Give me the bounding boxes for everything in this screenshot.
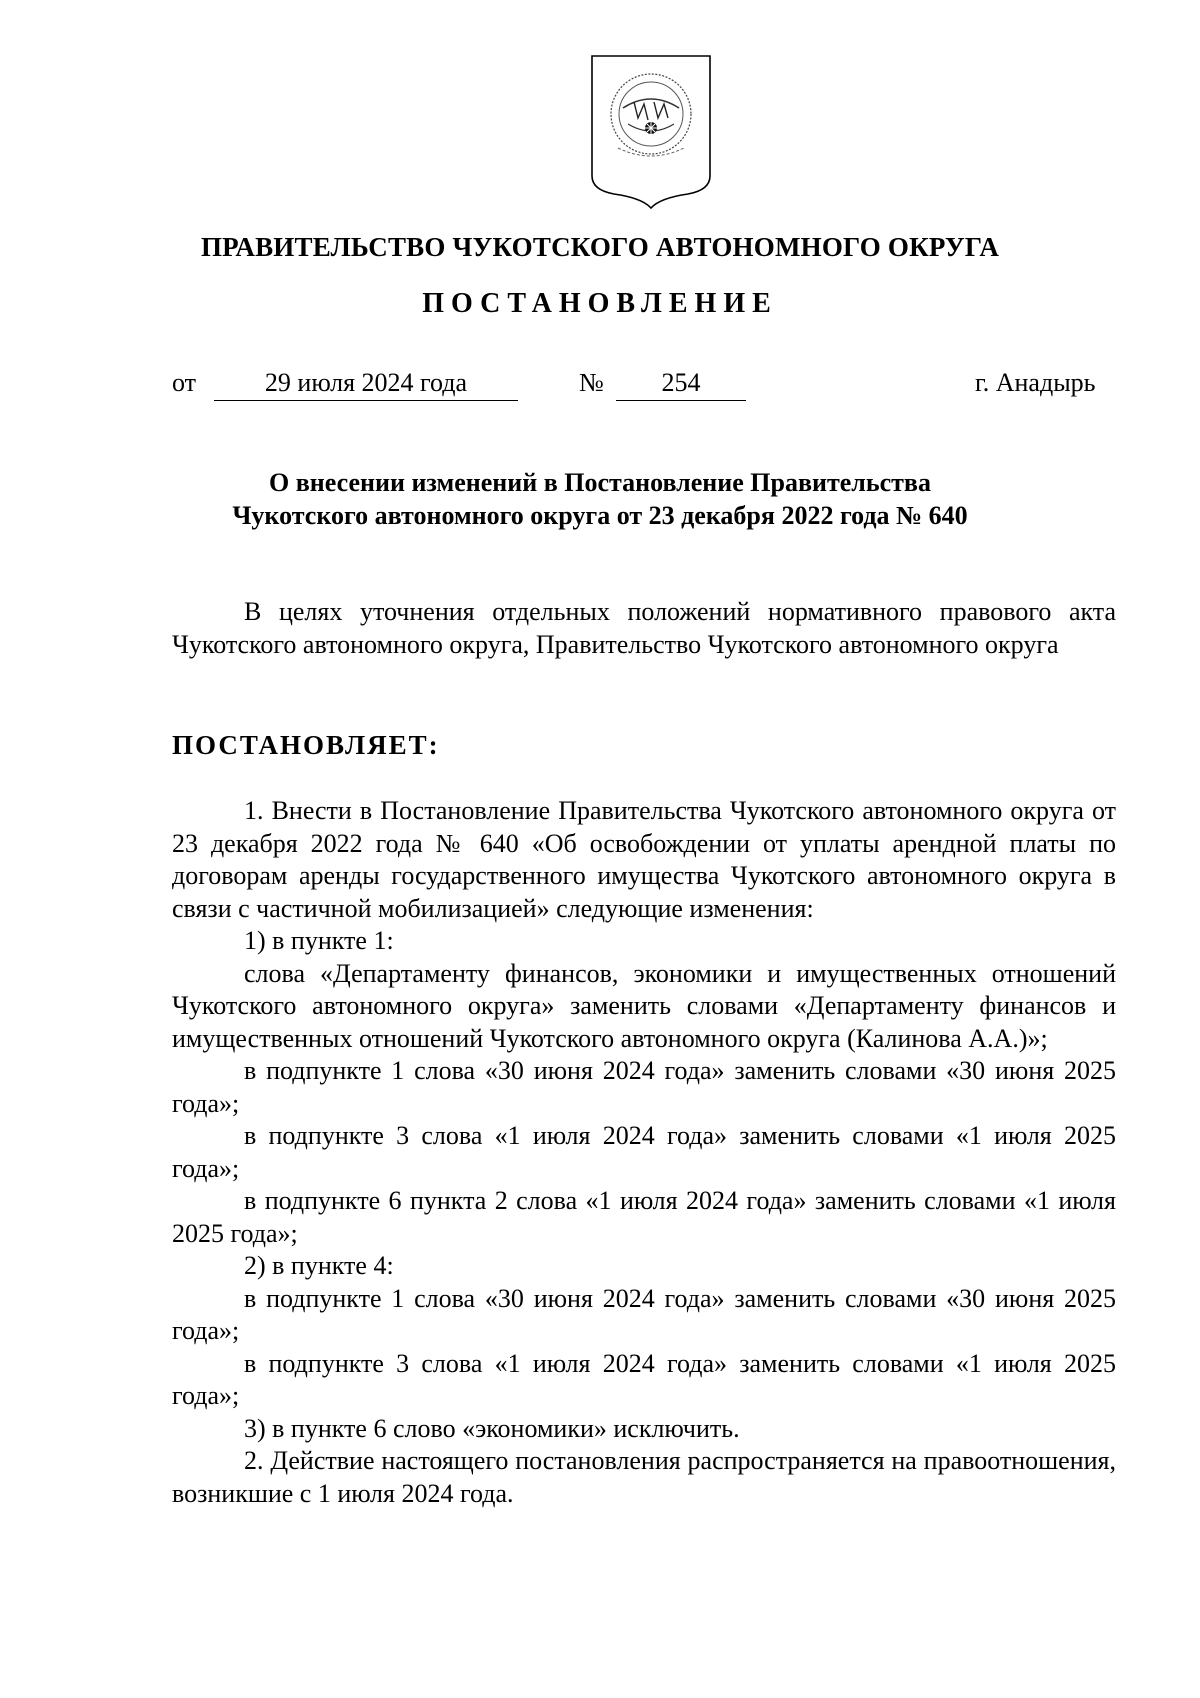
- document-date: 29 июля 2024 года: [214, 368, 518, 401]
- document-number: 254: [616, 368, 746, 401]
- decree-heading: ПОСТАНОВЛЯЕТ:: [172, 730, 440, 760]
- list-item: в подпункте 3 слова «1 июля 2024 года» заменить словами «1 июля 2025 года»;: [172, 1121, 1116, 1183]
- list-item: в подпункте 1 слова «30 июня 2024 года» заменить словами «30 июня 2025 года»;: [172, 1056, 1116, 1118]
- list-item: в подпункте 1 слова «30 июня 2024 года» заменить словами «30 июня 2025 года»;: [172, 1283, 1116, 1345]
- subject-line-1: О внесении изменений в Постановление Правительства: [269, 468, 931, 497]
- list-item: 2. Действие настоящего постановления распространяется на правоотношения, возникшие с 1 июля 2024 года.: [172, 1446, 1116, 1508]
- subject-line-2: Чукотского автономного округа от 23 декабря 2022 года № 640: [232, 501, 968, 530]
- document-subject: [0, 466, 1200, 532]
- list-item: 3) в пункте 6 слово «экономики» исключить.: [244, 1413, 740, 1443]
- list-item: 1) в пункте 1:: [244, 926, 394, 955]
- date-from-label: от: [172, 368, 197, 397]
- government-title: ПРАВИТЕЛЬСТВО ЧУКОТСКОГО АВТОНОМНОГО ОКРУГА: [200, 232, 1000, 262]
- preamble: [172, 596, 1116, 661]
- coat-of-arms-emblem: [588, 52, 714, 210]
- number-sign: №: [579, 368, 604, 397]
- preamble-paragraph: В целях уточнения отдельных положений нормативного правового акта Чукотского автономного округа, Правительство Чукотского автономного округа: [172, 597, 1116, 659]
- list-item: 2) в пункте 4:: [244, 1251, 394, 1280]
- list-item: слова «Департаменту финансов, экономики и имущественных отношений Чукотского автономного округа» заменить словами «Департаменту финансов и имущественных отношений Чукотского автономного округа (Калинова А.А.)»;: [172, 958, 1116, 1053]
- list-item: в подпункте 3 слова «1 июля 2024 года» заменить словами «1 июля 2025 года»;: [172, 1348, 1116, 1410]
- document-type-title: ПОСТАНОВЛЕНИЕ: [422, 288, 778, 319]
- document-city: г. Анадырь: [975, 368, 1096, 397]
- list-item: в подпункте 6 пункта 2 слова «1 июля 2024 года» заменить словами «1 июля 2025 года»;: [172, 1186, 1116, 1248]
- decree-items: [172, 795, 1116, 1510]
- list-item: 1. Внести в Постановление Правительства Чукотского автономного округа от 23 декабря 2022 года № 640 «Об освобождении от уплаты арендной платы по договорам аренды государственного имущества Чукотского автономного округа в связи с частичной мобилизацией» следующие изменения:: [172, 796, 1116, 923]
